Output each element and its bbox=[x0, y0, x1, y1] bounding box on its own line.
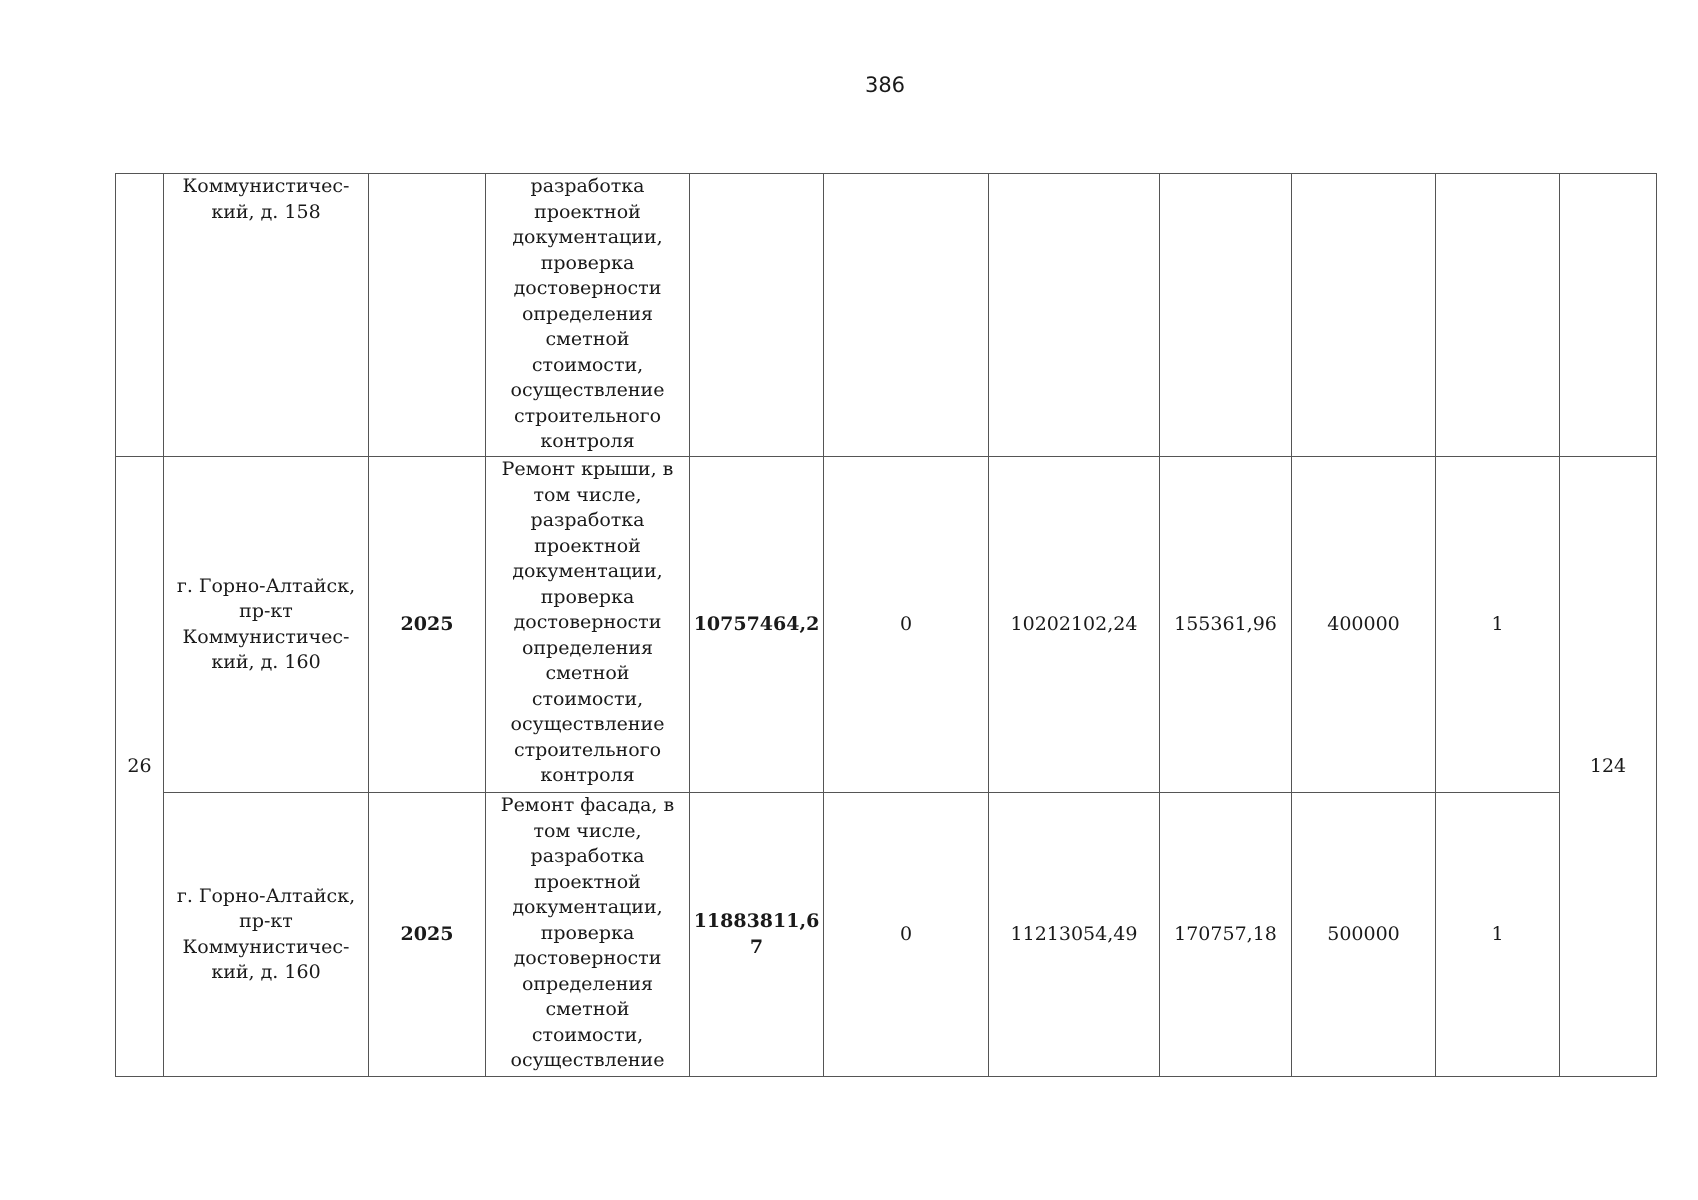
total-cost-cell: 10757464,2 bbox=[690, 457, 824, 793]
work-line: Ремонт фасада, в bbox=[500, 794, 675, 816]
work-line: проектной bbox=[534, 200, 641, 223]
work-line: документации, bbox=[512, 896, 663, 918]
work-line: строительного bbox=[513, 738, 662, 761]
address-cell bbox=[164, 457, 369, 793]
work-line: достоверности bbox=[513, 947, 662, 969]
address-line: Коммунистичес- bbox=[182, 935, 350, 958]
value-cell: 170757,18 bbox=[1160, 793, 1292, 1077]
work-line: документации, bbox=[512, 226, 663, 248]
work-type-cell bbox=[486, 457, 690, 793]
address-line: пр-кт bbox=[239, 910, 293, 932]
address-line: Коммунистичес- bbox=[182, 175, 350, 197]
work-line: сметной bbox=[545, 998, 630, 1020]
work-line: стоимости, bbox=[531, 687, 644, 710]
value-cell bbox=[1160, 174, 1292, 457]
work-line: документации, bbox=[512, 560, 663, 582]
year-cell: 2025 bbox=[369, 457, 486, 793]
value-cell: 1 bbox=[1436, 793, 1560, 1077]
value-cell bbox=[1292, 174, 1436, 457]
work-line: проверка bbox=[540, 585, 635, 608]
work-line: проектной bbox=[534, 870, 641, 893]
work-type-cell bbox=[486, 174, 690, 457]
work-line: стоимости, bbox=[531, 353, 644, 376]
page-number: 386 bbox=[864, 73, 906, 97]
address-cell bbox=[164, 174, 369, 457]
address-line: кий, д. 158 bbox=[211, 200, 321, 223]
value-cell bbox=[1436, 174, 1560, 457]
value-cell: 0 bbox=[824, 793, 989, 1077]
capital-repair-table bbox=[115, 173, 1657, 1077]
table-row bbox=[116, 793, 1657, 1077]
value-cell: 400000 bbox=[1292, 457, 1436, 793]
value-cell: 10202102,24 bbox=[989, 457, 1160, 793]
work-line: проверка bbox=[540, 921, 635, 944]
work-line: определения bbox=[521, 302, 654, 325]
work-line: том числе, bbox=[533, 819, 642, 842]
address-line: кий, д. 160 bbox=[211, 651, 321, 673]
last-col-cell bbox=[1560, 174, 1657, 457]
work-line: проектной bbox=[534, 534, 641, 557]
total-cost-cell: 11883811,67 bbox=[690, 793, 824, 1077]
work-line: сметной bbox=[545, 328, 630, 350]
value-cell bbox=[989, 174, 1160, 457]
address-line: г. Горно-Алтайск, bbox=[176, 574, 356, 597]
work-line: контроля bbox=[540, 764, 635, 786]
table-row bbox=[116, 457, 1657, 793]
work-line: сметной bbox=[545, 662, 630, 684]
work-line: определения bbox=[521, 636, 654, 659]
work-line: Ремонт крыши, в bbox=[501, 458, 674, 480]
address-line: Коммунистичес- bbox=[182, 625, 350, 648]
value-cell: 500000 bbox=[1292, 793, 1436, 1077]
total-cost-cell bbox=[690, 174, 824, 457]
work-line: контроля bbox=[540, 430, 635, 452]
year-cell bbox=[369, 174, 486, 457]
value-cell: 1 bbox=[1436, 457, 1560, 793]
group-number-cell: 26 bbox=[116, 457, 164, 1077]
row-number-cell bbox=[116, 174, 164, 457]
value-cell: 0 bbox=[824, 457, 989, 793]
work-line: разработка bbox=[530, 175, 645, 197]
work-line: стоимости, bbox=[531, 1023, 644, 1046]
address-line: г. Горно-Алтайск, bbox=[176, 884, 356, 907]
address-line: пр-кт bbox=[239, 600, 293, 622]
table-row bbox=[116, 174, 1657, 457]
work-line: осуществление bbox=[510, 713, 665, 735]
work-type-cell bbox=[486, 793, 690, 1077]
work-line: осуществление bbox=[510, 379, 665, 401]
address-line: кий, д. 160 bbox=[211, 961, 321, 983]
work-line: проверка bbox=[540, 251, 635, 274]
work-line: достоверности bbox=[513, 277, 662, 299]
value-cell: 11213054,49 bbox=[989, 793, 1160, 1077]
work-line: строительного bbox=[513, 404, 662, 427]
work-line: достоверности bbox=[513, 611, 662, 633]
work-line: осуществление bbox=[510, 1049, 665, 1071]
value-cell bbox=[824, 174, 989, 457]
address-cell bbox=[164, 793, 369, 1077]
work-line: том числе, bbox=[533, 483, 642, 506]
last-col-cell: 124 bbox=[1560, 457, 1657, 1077]
value-cell: 155361,96 bbox=[1160, 457, 1292, 793]
work-line: разработка bbox=[530, 845, 645, 867]
work-line: определения bbox=[521, 972, 654, 995]
year-cell: 2025 bbox=[369, 793, 486, 1077]
work-line: разработка bbox=[530, 509, 645, 531]
